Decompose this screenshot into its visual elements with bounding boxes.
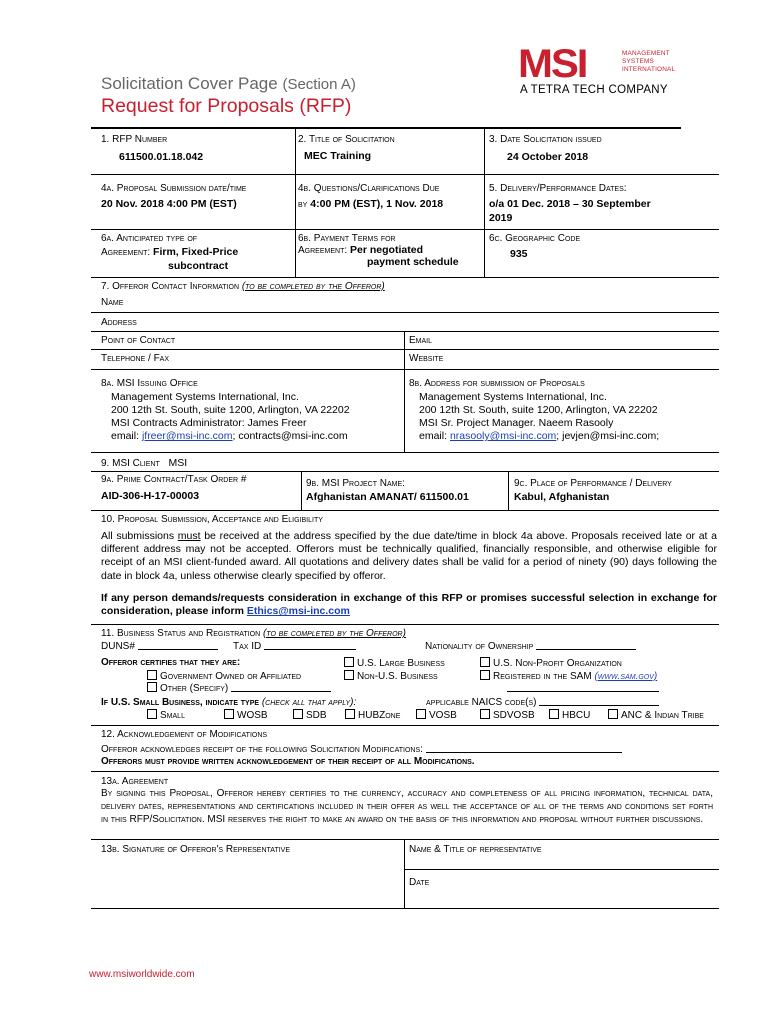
modifications-ack-field[interactable]: Offeror acknowledges receipt of the following Solicitation Modifications: [101,744,622,755]
checkbox-icon [549,709,559,719]
signature-field[interactable]: 13b. Signature of Offeror's Representative [101,844,290,855]
ethics-paragraph: If any person demands/requests consideration in exchange of this RFP or promises successful selection in exchange for consideration, please inform Ethics@msi-inc.com [101,592,717,618]
block3-label: 3. Date Solicitation issued [489,134,602,145]
solicitation-title: MEC Training [304,150,372,162]
point-of-contact-field[interactable]: Point of Contact [101,335,176,346]
checkbox-icon [147,670,157,680]
date-field[interactable]: Date [409,877,430,888]
issuing-office-address: Management Systems International, Inc. 200 12th St. South, suite 1200, Arlington, VA 22202 MSI Contracts Administrator: James Freer email: jfreer@msi-inc.com; contracts@msi-inc.com [111,391,350,442]
top-rule [91,127,681,129]
submission-email-link[interactable]: nrasooly@msi-inc.com [449,430,557,442]
block6a-label: 6a. Anticipated type of [101,233,198,244]
offeror-name-field[interactable]: Name [101,297,124,308]
agreement-type-2: subcontract [168,260,229,272]
block9a-label: 9a. Prime Contract/Task Order # [101,474,247,485]
block4b-label: 4b. Questions/Clarifications Due [298,183,440,194]
block4a-label: 4a. Proposal Submission date/time [101,183,247,194]
logo-tagline: A TETRA TECH COMPANY [520,84,668,96]
checkbox-icon [293,709,303,719]
block5-label: 5. Delivery/Performance Dates: [489,183,627,194]
checkbox-icon [344,657,354,667]
submission-terms-paragraph: All submissions must be received at the address specified by the due date/time in block 4a above. Proposals received late or at a different address may not be accepted. Offerors must be technically qualified, financially responsible, and otherwise eligible for receipt of an MSI client-funded award. All quotations and delivery dates shall be valid for a period of ninety (90) days following the date in block 4a, unless otherwise clearly specified by offeror. [101,530,717,582]
offeror-address-field[interactable]: Address [101,317,137,328]
tax-id-field[interactable]: Tax ID [233,641,356,652]
offeror-certifies-label: Offeror certifies that they are: [101,657,241,668]
block11-label: 11. Business Status and Registration (to be completed by the Offeror) [101,628,406,639]
small-business-label: If U.S. Small Business, indicate type (check all that apply): [101,697,357,708]
page-title: Solicitation Cover Page (Section A) [101,74,356,93]
block8a-label: 8a. MSI Issuing Office [101,378,198,389]
footer-url[interactable]: www.msiworldwide.com [89,969,195,980]
checkbox-icon [480,709,490,719]
nationality-field[interactable]: Nationality of Ownership [425,641,636,652]
checkbox-sdvosb[interactable]: SDVOSB [480,709,535,721]
msi-logo: MSI MANAGEMENT SYSTEMS INTERNATIONAL A TETRA TECH COMPANY [518,42,676,96]
block7-label: 7. Offeror Contact Information (to be completed by the Offeror) [101,281,385,292]
checkbox-wosb[interactable]: WOSB [224,709,268,721]
checkbox-icon [147,709,157,719]
block9c-label: 9c. Place of Performance / Delivery [514,478,672,489]
email-field[interactable]: Email [409,335,433,346]
checkbox-nonprofit[interactable]: U.S. Non-Profit Organization [480,657,622,669]
checkbox-icon [147,682,157,692]
block12-label: 12. Acknowledgement of Modifications [101,729,268,740]
checkbox-vosb[interactable]: VOSB [416,709,457,721]
prime-contract-number: AID-306-H-17-00003 [101,490,200,502]
checkbox-other[interactable]: Other (Specify) [147,682,331,694]
checkbox-hbcu[interactable]: HBCU [549,709,590,721]
checkbox-large-business[interactable]: U.S. Large Business [344,657,445,669]
duns-field[interactable]: DUNS# [101,641,218,652]
checkbox-sam[interactable]: Registered in the SAM (www.sam.gov) [480,670,657,682]
checkbox-sdb[interactable]: SDB [293,709,327,721]
checkbox-icon [344,670,354,680]
checkbox-icon [345,709,355,719]
block9b-label: 9b. MSI Project Name: [306,478,405,489]
checkbox-hubzone[interactable]: HUBZone [345,709,400,721]
checkbox-icon [608,709,618,719]
block6c-label: 6c. Geographic Code [489,233,581,244]
block13a-label: 13a. Agreement [101,776,169,787]
checkbox-non-us[interactable]: Non-U.S. Business [344,670,438,682]
agreement-text: By signing this Proposal, Offeror hereby certifies to the currency, accuracy and completeness of all pricing information, technical data, delivery dates, representations and certifications included in their offer as well the acceptance of all of the terms and conditions set forth in this RFP/Solicitation. MSI reserves the right to make an award on the basis of this information and proposal without further discussions. [101,788,713,825]
payment-terms-2: payment schedule [367,256,459,268]
ethics-email-link[interactable]: Ethics@msi-inc.com [246,605,350,618]
agreement-type: Agreement: Firm, Fixed-Price [101,246,239,258]
checkbox-icon [416,709,426,719]
performance-dates-1: o/a 01 Dec. 2018 – 30 September [489,198,651,210]
submission-datetime: 20 Nov. 2018 4:00 PM (EST) [101,198,237,210]
checkbox-icon [480,657,490,667]
block10-label: 10. Proposal Submission, Acceptance and Eligibility [101,514,323,525]
rfp-number: 611500.01.18.042 [119,151,204,163]
page-subtitle: Request for Proposals (RFP) [101,95,352,117]
msi-client: 9. MSI Client MSI [101,457,188,469]
website-field[interactable]: Website [409,353,444,364]
block6b-label: 6b. Payment Terms for [298,233,396,244]
geographic-code: 935 [510,248,528,260]
telephone-fax-field[interactable]: Telephone / Fax [101,353,170,364]
logo-side-text: MANAGEMENT SYSTEMS INTERNATIONAL [622,50,676,73]
checkbox-small[interactable]: Small [147,709,185,721]
place-of-performance: Kabul, Afghanistan [514,491,610,503]
modifications-note: Offerors must provide written acknowledgement of their receipt of all Modifications. [101,756,475,767]
msi-project-name: Afghanistan AMANAT/ 611500.01 [306,491,469,503]
submission-address: Management Systems International, Inc. 200 12th St. South, suite 1200, Arlington, VA 22202 MSI Sr. Project Manager. Naeem Rasooly email: nrasooly@msi-inc.com; jevjen@msi-inc.com; [419,391,660,442]
checkbox-gov-owned[interactable]: Government Owned or Affiliated [147,670,301,682]
date-issued: 24 October 2018 [507,151,589,163]
block1-label: 1. RFP Number [101,134,168,145]
issuing-email-link[interactable]: jfreer@msi-inc.com [141,430,233,442]
block8b-label: 8b. Address for submission of Proposals [409,378,585,389]
checkbox-icon [480,670,490,680]
checkbox-icon [224,709,234,719]
checkbox-anc[interactable]: ANC & Indian Tribe [608,709,704,721]
performance-dates-2: 2019 [489,212,513,224]
sam-link[interactable]: (www.sam.gov) [594,671,658,682]
payment-terms: Agreement: Per negotiated [298,244,423,256]
name-title-field[interactable]: Name & Title of representative [409,844,542,855]
naics-field[interactable]: applicable NAICS code(s) [426,697,659,708]
questions-due: by 4:00 PM (EST), 1 Nov. 2018 [298,198,444,210]
block2-label: 2. Title of Solicitation [298,134,395,145]
